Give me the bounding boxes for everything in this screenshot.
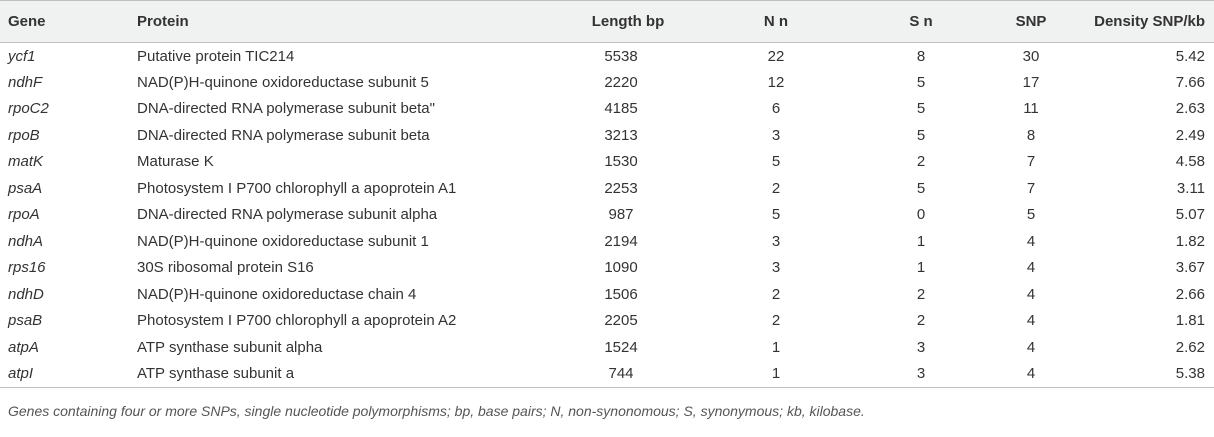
cell-protein: ATP synthase subunit a [129,361,559,388]
header-row [0,1,1214,43]
cell-snp: 11 [1023,100,1039,118]
cell-protein: DNA-directed RNA polymerase subunit alpha [137,206,438,224]
table-footnote: Genes containing four or more SNPs, single nucleotide polymorphisms; bp, base pairs; N, non-synonomous; S, synonymous; kb, kilobase. [8,403,865,419]
cell-density: 1.81 [1175,312,1205,330]
cell-n: 5 [771,206,781,224]
header-n: N n [683,1,869,43]
cell-length: 3213 [604,126,638,144]
table-body [0,43,1214,388]
cell-length: 744 [559,361,683,388]
cell-snp: 7 [1026,179,1036,197]
cell-s: 2 [916,285,926,303]
cell-snp: 4 [1026,232,1036,250]
cell-snp: 7 [1026,153,1036,171]
cell-s: 5 [916,73,926,91]
table-row [0,96,1214,123]
cell-length: 1506 [604,285,638,303]
cell-gene: rps16 [8,259,46,277]
table-row [0,202,1214,229]
cell-s: 5 [916,126,926,144]
cell-protein: NAD(P)H-quinone oxidoreductase subunit 1 [137,232,429,250]
cell-length: 2194 [604,232,638,250]
table-row [0,43,1214,70]
cell-protein: DNA-directed RNA polymerase subunit beta" [137,100,435,118]
cell-snp: 4 [1026,312,1036,330]
cell-n: 22 [767,47,785,65]
table-row [0,175,1214,202]
cell-density: 4.58 [1175,153,1205,171]
cell-gene: psaA [8,179,43,197]
cell-gene: psaB [8,312,43,330]
cell-density: 3.11 [1176,179,1205,197]
header-gene: Gene [0,1,129,43]
table-row [0,361,1214,388]
cell-gene: rpoA [8,206,40,224]
table-row [0,281,1214,308]
cell-snp: 8 [1026,126,1036,144]
cell-gene: matK [8,153,44,171]
cell-n: 2 [771,312,781,330]
cell-gene: rpoC2 [8,100,49,118]
cell-protein: ATP synthase subunit alpha [137,338,323,356]
cell-density: 7.66 [1175,73,1205,91]
table-row [0,334,1214,361]
table-row [0,228,1214,255]
table-row [0,255,1214,282]
cell-s: 5 [916,179,926,197]
cell-length: 5538 [604,47,638,65]
cell-n: 3 [771,232,781,250]
cell-length: 2220 [604,73,638,91]
cell-n: 6 [771,100,781,118]
cell-n: 1 [683,361,869,388]
cell-length: 4185 [604,100,638,118]
cell-s: 3 [916,338,926,356]
cell-protein: Photosystem I P700 chlorophyll a apoprotein A2 [137,312,457,330]
header-s: S n [869,1,973,43]
header-protein: Protein [129,1,559,43]
cell-snp: 30 [1022,47,1040,65]
cell-s: 1 [916,232,926,250]
cell-gene: ndhF [8,73,43,91]
cell-density: 2.62 [1175,338,1205,356]
cell-density: 2.49 [1175,126,1205,144]
cell-length: 987 [608,206,634,224]
cell-n: 2 [771,179,781,197]
header-density: Density SNP/kb [1089,1,1214,43]
cell-length: 1530 [604,153,638,171]
cell-protein: Putative protein TIC214 [137,47,295,65]
cell-length: 1524 [604,338,638,356]
cell-n: 1 [771,338,781,356]
cell-snp: 4 [973,361,1089,388]
table-header [0,1,1214,43]
cell-s: 8 [916,47,926,65]
table-row [0,149,1214,176]
header-snp: SNP [973,1,1089,43]
header-length: Length bp [559,1,683,43]
cell-protein: DNA-directed RNA polymerase subunit beta [137,126,430,144]
cell-s: 5 [916,100,926,118]
cell-s: 1 [916,259,926,277]
cell-n: 3 [771,259,781,277]
cell-snp: 4 [1026,259,1036,277]
cell-s: 0 [916,206,926,224]
cell-gene: atpA [8,338,39,356]
cell-n: 5 [771,153,781,171]
cell-density: 5.42 [1175,47,1205,65]
cell-density: 5.38 [1089,361,1214,388]
cell-s: 3 [869,361,973,388]
cell-snp: 17 [1022,73,1040,91]
cell-density: 2.66 [1175,285,1205,303]
cell-gene: ycf1 [8,47,36,65]
cell-snp: 5 [1026,206,1036,224]
cell-density: 5.07 [1175,206,1205,224]
table-row [0,122,1214,149]
cell-density: 1.82 [1175,232,1205,250]
cell-protein: 30S ribosomal protein S16 [137,259,314,277]
table-row [0,308,1214,335]
cell-n: 3 [771,126,781,144]
table-row [0,69,1214,96]
cell-gene: rpoB [8,126,40,144]
cell-protein: NAD(P)H-quinone oxidoreductase chain 4 [137,285,417,303]
cell-s: 2 [916,312,926,330]
cell-density: 2.63 [1175,100,1205,118]
cell-gene: ndhA [8,232,44,250]
cell-protein: NAD(P)H-quinone oxidoreductase subunit 5 [137,73,429,91]
cell-protein: Photosystem I P700 chlorophyll a apoprotein A1 [137,179,457,197]
cell-snp: 4 [1026,338,1036,356]
cell-snp: 4 [1026,285,1036,303]
cell-length: 2205 [604,312,638,330]
cell-n: 2 [771,285,781,303]
cell-gene: ndhD [8,285,44,303]
cell-length: 1090 [604,259,638,277]
cell-s: 2 [916,153,926,171]
cell-n: 12 [767,73,785,91]
cell-density: 3.67 [1175,259,1205,277]
cell-protein: Maturase K [137,153,214,171]
cell-gene: atpI [0,361,129,388]
cell-length: 2253 [604,179,638,197]
